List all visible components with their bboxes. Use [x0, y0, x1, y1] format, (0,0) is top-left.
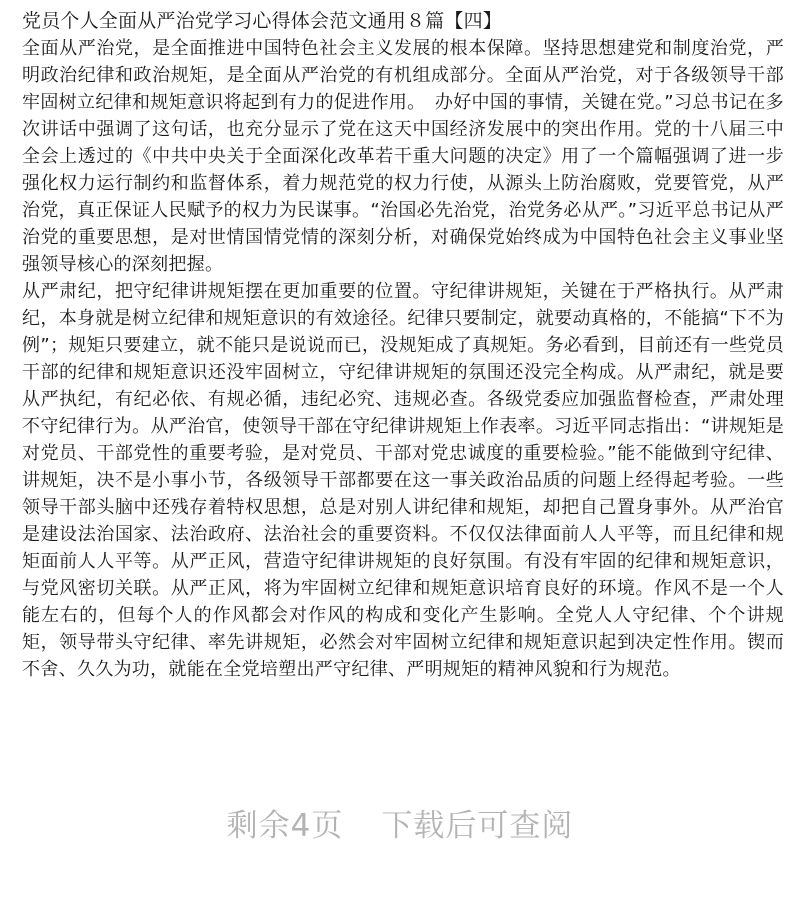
- document-title: 党员个人全面从严治党学习心得体会范文通用８篇【四】: [22, 10, 503, 32]
- document-body: [22, 8, 784, 683]
- paragraph-1: 全面从严治党，是全面推进中国特色社会主义发展的根本保障。坚持思想建党和制度治党，严明政治纪律和政治规矩，是全面从严治党的有机组成部分。全面从严治党，对于各级领导干部牢固树立纪律和规矩意识将起到有力的促进作用。 办好中国的事情，关键在党。”习总书记在多次讲话中强调了这句话，也充分显示了党在这天中国经济发展中的突出作用。党的十八届三中全会上透过的《中共中央关于全面深化改革若干重大问题的决定》用了一个篇幅强调了进一步强化权力运行制约和监督体系，着力规范党的权力行使，从源头上防治腐败，党要管党，从严治党，真正保证人民赋予的权力为民谋事。“治国必先治党，治党务必从严。”习近平总书记从严治党的重要思想，是对世情国情党情的深刻分析，对确保党始终成为中国特色社会主义事业坚强领导核心的深刻把握。: [22, 38, 784, 275]
- remaining-pages-banner[interactable]: [0, 800, 800, 845]
- remaining-pages-label: 剩余4页: [226, 808, 344, 844]
- paragraph-2: 从严肃纪，把守纪律讲规矩摆在更加重要的位置。守纪律讲规矩，关键在于严格执行。从严肃纪，本身就是树立纪律和规矩意识的有效途径。纪律只要制定，就要动真格的，不能搞“下不为例”；规矩只要建立，就不能只是说说而已，没规矩成了真规矩。务必看到，目前还有一些党员干部的纪律和规矩意识还没牢固树立，守纪律讲规矩的氛围还没完全构成。从严肃纪，就是要从严执纪，有纪必依、有规必循，违纪必究、违规必查。各级党委应加强监督检查，严肃处理不守纪律行为。从严治官，使领导干部在守纪律讲规矩上作表率。习近平同志指出：“讲规矩是对党员、干部党性的重要考验，是对党员、干部对党忠诚度的重要检验。”能不能做到守纪律、讲规矩，决不是小事小节，各级领导干部都要在这一事关政治品质的问题上经得起考验。一些领导干部头脑中还残存着特权思想，总是对别人讲纪律和规矩，却把自己置身事外。从严治官是建设法治国家、法治政府、法治社会的重要资料。不仅仅法律面前人人平等，而且纪律和规矩面前人人平等。从严正风，营造守纪律讲规矩的良好氛围。有没有牢固的纪律和规矩意识，与党风密切关联。从严正风，将为牢固树立纪律和规矩意识培育良好的环境。作风不是一个人能左右的，但每个人的作风都会对作风的构成和变化产生影响。全党人人守纪律、个个讲规矩，领导带头守纪律、率先讲规矩，必然会对牢固树立纪律和规矩意识起到决定性作用。锲而不舍、久久为功，就能在全党培塑出严守纪律、严明规矩的精神风貌和行为规范。: [22, 281, 784, 680]
- download-hint-label: 下载后可查阅: [381, 808, 574, 844]
